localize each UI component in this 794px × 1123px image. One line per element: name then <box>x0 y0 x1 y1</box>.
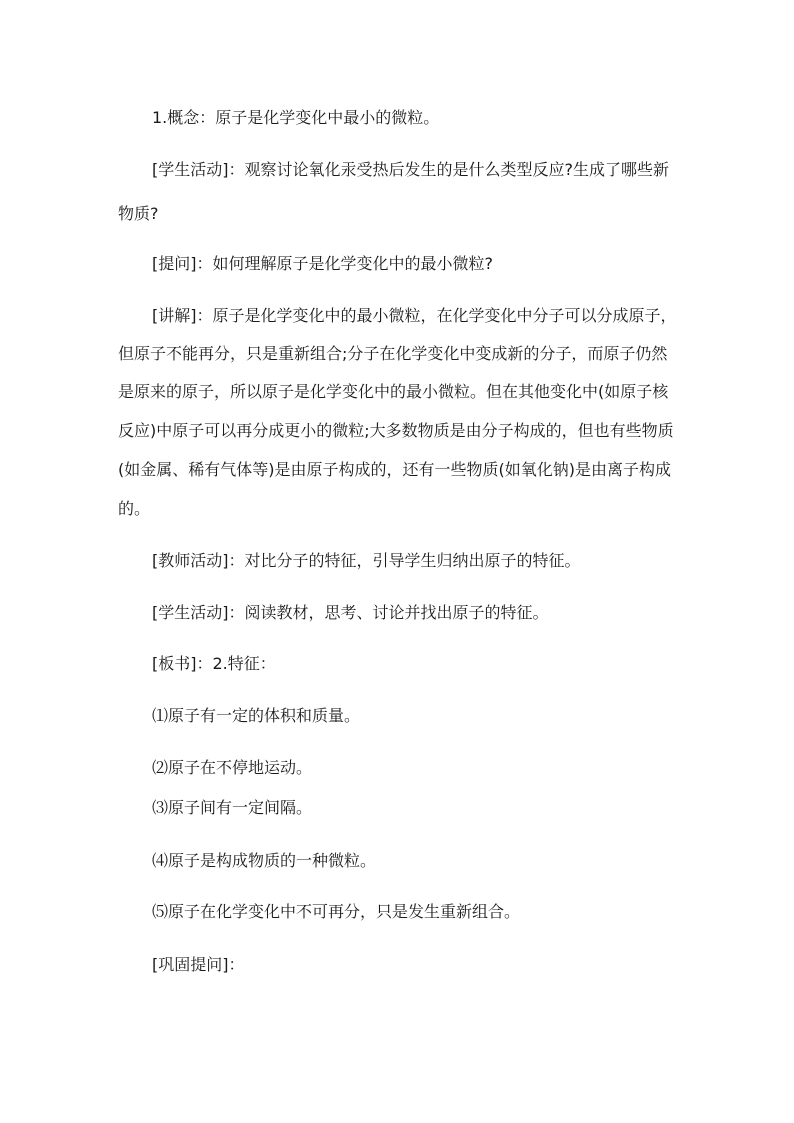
feature-item: ⑶原子间有一定间隔。 <box>152 798 313 817</box>
lecture-line: (如金属、稀有气体等)是由原子构成的，还有一些物质(如氧化钠)是由离子构成 <box>118 460 671 479</box>
lecture-line: 但原子不能再分，只是重新组合;分子在化学变化中变成新的分子，而原子仍然 <box>118 344 668 363</box>
feature-item: ⑸原子在化学变化中不可再分，只是发生重新组合。 <box>152 902 521 921</box>
student-activity-line-1: [学生活动]：观察讨论氧化汞受热后发生的是什么类型反应?生成了哪些新 <box>152 160 669 179</box>
teacher-activity-line: [教师活动]：对比分子的特征，引导学生归纳出原子的特征。 <box>152 551 581 570</box>
student-activity-line-2: 物质? <box>118 204 159 223</box>
lecture-line: [讲解]：原子是化学变化中的最小微粒，在化学变化中分子可以分成原子， <box>152 306 677 325</box>
concept-line: 1.概念：原子是化学变化中最小的微粒。 <box>152 108 440 127</box>
question-line: [提问]：如何理解原子是化学变化中的最小微粒? <box>152 254 493 273</box>
feature-item: ⑵原子在不停地运动。 <box>152 758 313 777</box>
feature-item: ⑴原子有一定的体积和质量。 <box>152 706 361 725</box>
lecture-line: 是原来的原子，所以原子是化学变化中的最小微粒。但在其他变化中(如原子核 <box>118 382 669 401</box>
board-line: [板书]：2.特征： <box>152 654 276 673</box>
lecture-line: 反应)中原子可以再分成更小的微粒;大多数物质是由分子构成的，但也有些物质 <box>118 421 674 440</box>
student-activity-2-line: [学生活动]：阅读教材，思考、讨论并找出原子的特征。 <box>152 603 549 622</box>
feature-item: ⑷原子是构成物质的一种微粒。 <box>152 851 377 870</box>
review-question-line: [巩固提问]： <box>152 955 245 974</box>
lecture-line: 的。 <box>118 499 151 518</box>
